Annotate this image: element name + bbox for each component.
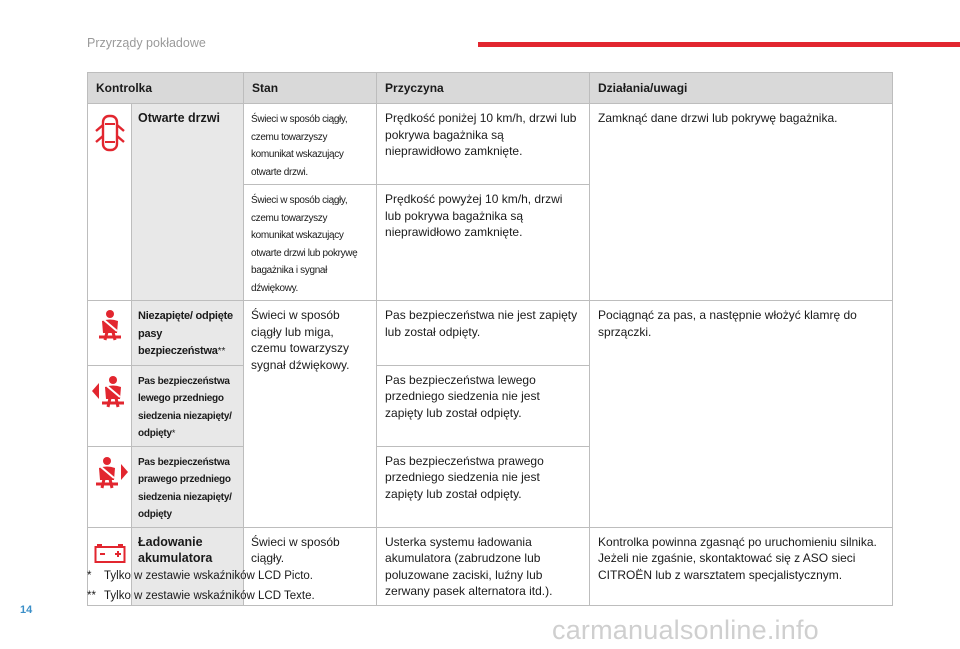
column-header-przyczyna: Przyczyna xyxy=(377,73,590,104)
seatbelt-right-warning-name xyxy=(132,446,244,527)
battery-warning-label: Ładowanie akumulatora xyxy=(138,534,213,565)
seatbelt-right-cause: Pas bezpieczeństwa prawego przedniego siedzenia nie jest zapięty lub został odpięty. xyxy=(377,446,590,527)
door-state-2-text: Świeci w sposób ciągły, czemu towarzyszy komunikat wskazujący otwarte drzwi lub pokrywę bagażnika i sygnał dźwiękowy. xyxy=(251,195,358,294)
seatbelt-left-cause: Pas bezpieczeństwa lewego przedniego siedzenia nie jest zapięty lub został odpięty. xyxy=(377,365,590,446)
battery-cause: Usterka systemu ładowania akumulatora (zabrudzone lub poluzowane zaciski, luźny lub zerwany pasek alternatora itd.). xyxy=(377,527,590,605)
seatbelt-cause: Pas bezpieczeństwa nie jest zapięty lub został odpięty. xyxy=(377,301,590,366)
door-state-1-text: Świeci w sposób ciągły, czemu towarzyszy komunikat wskazujący otwarte drzwi. xyxy=(251,114,348,178)
seatbelt-right-front-icon xyxy=(90,455,130,489)
door-warning-label: Otwarte drzwi xyxy=(138,111,220,125)
seatbelt-right-warning-label: Pas bezpieczeństwa prawego przedniego siedzenia niezapięty/ odpięty xyxy=(138,456,232,520)
open-door-car-icon xyxy=(93,112,127,154)
footnote-mark: * xyxy=(87,570,92,582)
door-cause-2: Prędkość powyżej 10 km/h, drzwi lub pokrywa bagażnika są nieprawidłowo zamknięte. xyxy=(377,185,590,301)
seatbelt-left-warning-label: Pas bezpieczeństwa lewego przedniego siedzenia niezapięty/ odpięty xyxy=(138,375,232,439)
seatbelt-left-icon-cell xyxy=(88,365,132,446)
page-number: 14 xyxy=(20,604,33,616)
section-title: Przyrządy pokładowe xyxy=(87,36,206,50)
seatbelt-warning-name xyxy=(132,301,244,366)
header-accent-bar xyxy=(478,42,960,47)
seatbelt-icon xyxy=(93,309,127,341)
footnote-mark: ** xyxy=(217,346,226,357)
seatbelt-left-warning-name xyxy=(132,365,244,446)
battery-state: Świeci w sposób ciągły. xyxy=(244,527,377,605)
seatbelt-right-icon-cell xyxy=(88,446,132,527)
footnote-text: Tylko w zestawie wskaźników LCD Texte. xyxy=(104,590,315,602)
warning-lights-table xyxy=(87,72,893,606)
battery-action: Kontrolka powinna zgasnąć po uruchomieniu silnika. Jeżeli nie zgaśnie, skontaktować się z ASO sieci CITROËN lub z warsztatem specjalistycznym. xyxy=(590,527,893,605)
footnote-2 xyxy=(87,590,315,602)
seatbelt-state: Świeci w sposób ciągły lub miga, czemu towarzyszy sygnał dźwiękowy. xyxy=(244,301,377,528)
door-state-1 xyxy=(244,104,377,185)
watermark: carmanualsonline.info xyxy=(552,615,819,645)
door-state-2 xyxy=(244,185,377,301)
seatbelt-action: Pociągnąć za pas, a następnie włożyć klamrę do sprzączki. xyxy=(590,301,893,528)
table-row xyxy=(88,104,893,185)
column-header-dzialania: Działania/uwagi xyxy=(590,73,893,104)
table-row xyxy=(88,301,893,366)
column-header-stan: Stan xyxy=(244,73,377,104)
footnote-1 xyxy=(87,570,313,582)
door-action: Zamknąć dane drzwi lub pokrywę bagażnika. xyxy=(590,104,893,301)
door-warning-name xyxy=(132,104,244,301)
footnote-text: Tylko w zestawie wskaźników LCD Picto. xyxy=(104,570,313,582)
seatbelt-icon-cell xyxy=(88,301,132,366)
column-header-kontrolka: Kontrolka xyxy=(88,73,244,104)
battery-icon xyxy=(94,542,126,564)
seatbelt-left-front-icon xyxy=(90,374,130,408)
footnote-mark: * xyxy=(171,428,176,438)
door-icon-cell xyxy=(88,104,132,301)
table-header-row xyxy=(88,73,893,104)
seatbelt-warning-label: Niezapięte/ odpięte pasy bezpieczeństwa xyxy=(138,310,233,357)
door-cause-1: Prędkość poniżej 10 km/h, drzwi lub pokrywa bagażnika są nieprawidłowo zamknięte. xyxy=(377,104,590,185)
footnote-mark: ** xyxy=(87,590,96,602)
